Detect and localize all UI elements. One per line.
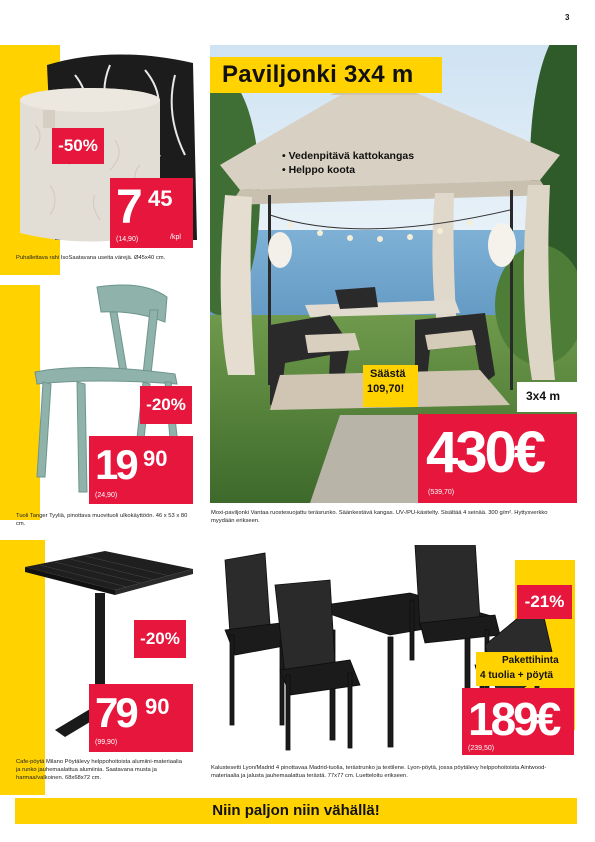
table-price-tag [89,684,193,752]
pouf-old-price: (14,90) [116,236,139,243]
gazebo-description: Moxi-paviljonki Vantaa ruostesuojattu teräsrunko. Säänkestävä kangas. UV-/PU-käsitelty. Sisältää 4 seinää. 300 g/m². Hyttysverkko myydään erikseen. [211,510,548,524]
chair-price-decimals: 90 [143,446,168,471]
gazebo-feature-text: Helppo koota [288,164,356,176]
table-description: Cafe-pöytä Milano Pöytälevy helppohoitoista alumiini-materiaalia ja runko jauhemaalattua alumiinia. Saatavana musta ja harmaa/valkoinen. 68x68x72 cm. [16,759,182,781]
pouf-description: Puhallettava rahi IsoSaatavana useita värejä. Ø45x40 cm. [16,255,166,261]
gazebo-feature-item: • Vedenpitävä kattokangas [282,150,415,162]
set-price-tag [462,688,574,755]
table-old-price: (99,90) [95,739,118,746]
set-discount-badge: -21% [517,585,572,619]
chair-discount-badge: -20% [140,386,192,424]
chair-old-price: (24,90) [95,492,118,499]
set-bundle-label-1: Pakettihinta [502,655,559,666]
table-discount-badge: -20% [134,620,186,658]
gazebo-price-tag [418,414,577,503]
set-description: Kalustesetti Lyon/Madrid 4 pinottavaa Madrid-tuolia, terästrunko ja textilene. Lyon-pöytä, jossa pöytälevy helppohoitoista Aintwood-materiaalia ja jalusta jauhemaalattua terästä. 77x77 cm. Luetteloitu erikseen. [211,765,547,779]
pouf-price-tag [110,178,193,248]
chair-description: Tuoli Tanger Tyyliä, pinottava muovituoli ulkokäyttöön. 46 x 53 x 80 cm. [16,513,188,527]
table-price-decimals: 90 [145,694,170,719]
set-price: 189€ [468,693,559,745]
table-price-integer: 79 [95,689,136,736]
gazebo-savings-label: Säästä [370,368,406,380]
footer-slogan: Niin paljon niin vähällä! [212,802,380,819]
gazebo-feature-list [282,149,414,177]
gazebo-size-label: 3x4 m [526,389,561,403]
pouf-unit: /kpl [170,234,181,241]
pouf-price-integer: 7 [116,181,140,234]
gazebo-old-price: (539,70) [428,489,455,496]
gazebo-feature-text: Vedenpitävä kattokangas [288,150,415,162]
gazebo-feature-item: • Helppo koota [282,164,356,176]
gazebo-product-tile[interactable] [210,45,577,503]
chair-price-integer: 19 [95,441,136,488]
chair-price-tag [89,436,193,504]
page-number: 3 [565,13,570,22]
pouf-price-decimals: 45 [148,186,173,211]
gazebo-savings-value: 109,70! [367,383,405,395]
gazebo-price: 430€ [426,420,544,485]
set-bundle-label-2: 4 tuolia + pöytä [480,670,554,681]
set-old-price: (239,50) [468,745,495,752]
pouf-discount-badge: -50% [52,128,104,164]
gazebo-title: Paviljonki 3x4 m [222,61,414,88]
